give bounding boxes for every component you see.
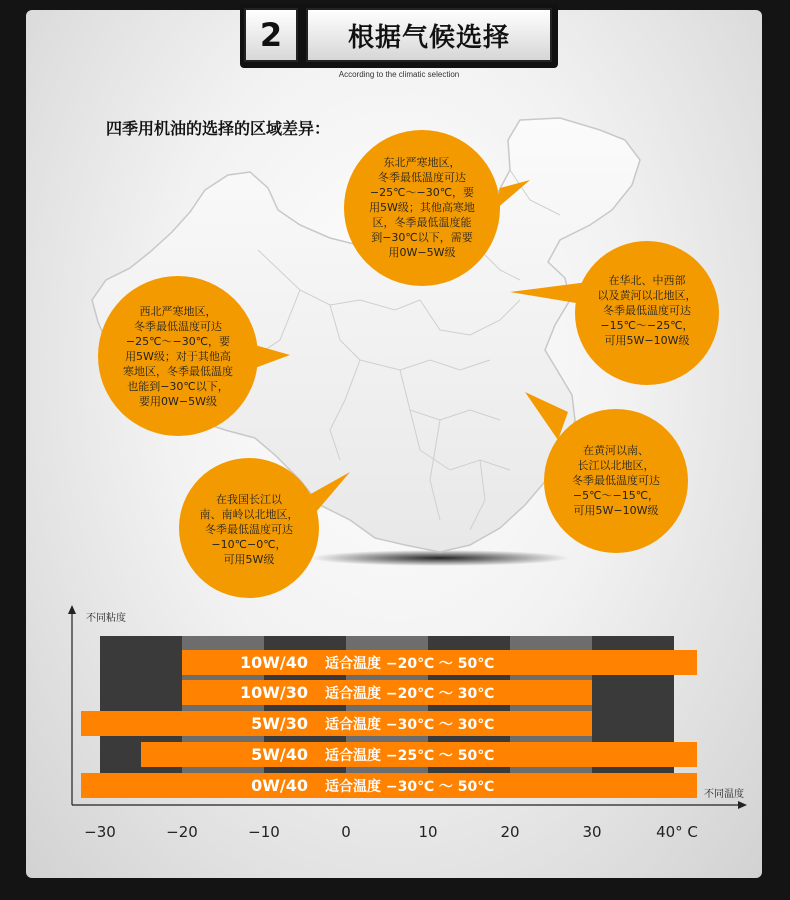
y-axis-label: 不同粘度 — [86, 613, 126, 624]
region-text-yellow-yangtze: 在黄河以南、 长江以北地区， 冬季最低温度可达 −5℃～−15℃， 可用5W−10W级 — [572, 444, 660, 517]
page-title: 根据气候选择 — [306, 8, 552, 62]
temperature-range-label: 适合温度 −20℃ ～ 50℃ — [325, 656, 495, 672]
x-tick-label: 10 — [418, 823, 438, 841]
x-axis-label: 不同温度 — [704, 789, 744, 800]
y-axis-arrow-icon — [68, 605, 76, 614]
region-text-northeast: 东北严寒地区， 冬季最低温度可达 −25℃～−30℃，要 用5W级；其他高寒地 区，冬季最低温度能 到−30℃以下，需要 用0W−5W级 — [369, 156, 475, 259]
x-tick-label: −10 — [248, 823, 280, 841]
x-tick-label: 30 — [582, 823, 602, 841]
oil-grade-label: 10W/40 — [239, 653, 308, 672]
x-tick-label: −30 — [84, 823, 116, 841]
section-title: 四季用机油的选择的区域差异： — [106, 119, 331, 138]
oil-grade-label: 5W/40 — [251, 745, 308, 764]
x-tick-label: 40° C — [656, 823, 698, 841]
x-tick-label: 0 — [341, 823, 351, 841]
x-tick-label: 20 — [500, 823, 520, 841]
oil-grade-label: 10W/30 — [239, 683, 308, 702]
x-axis-arrow-icon — [738, 801, 747, 809]
temperature-range-label: 适合温度 −30℃ ～ 50℃ — [325, 779, 495, 795]
page-subtitle: According to the climatic selection — [338, 70, 460, 79]
region-text-north-central: 在华北、中西部 以及黄河以北地区， 冬季最低温度可达 −15℃～−25℃， 可用5W−10W级 — [597, 274, 697, 347]
x-tick-label: −20 — [166, 823, 198, 841]
temperature-range-label: 适合温度 −25℃ ～ 50℃ — [325, 748, 495, 764]
temperature-range-label: 适合温度 −20℃ ～ 30℃ — [325, 686, 495, 702]
region-text-south: 在我国长江以 南、南岭以北地区， 冬季最低温度可达 −10℃−0℃， 可用5W级 — [199, 493, 299, 566]
oil-grade-label: 5W/30 — [251, 714, 308, 733]
section-number-badge: 2 — [244, 8, 298, 62]
temperature-range-label: 适合温度 −30℃ ～ 30℃ — [325, 717, 495, 733]
region-text-northwest: 西北严寒地区， 冬季最低温度可达 −25℃～−30℃，要 用5W级；对于其他高 寒地区，冬季最低温度 也能到−30℃以下， 要用0W−5W级 — [123, 305, 233, 408]
oil-grade-label: 0W/40 — [251, 776, 308, 795]
